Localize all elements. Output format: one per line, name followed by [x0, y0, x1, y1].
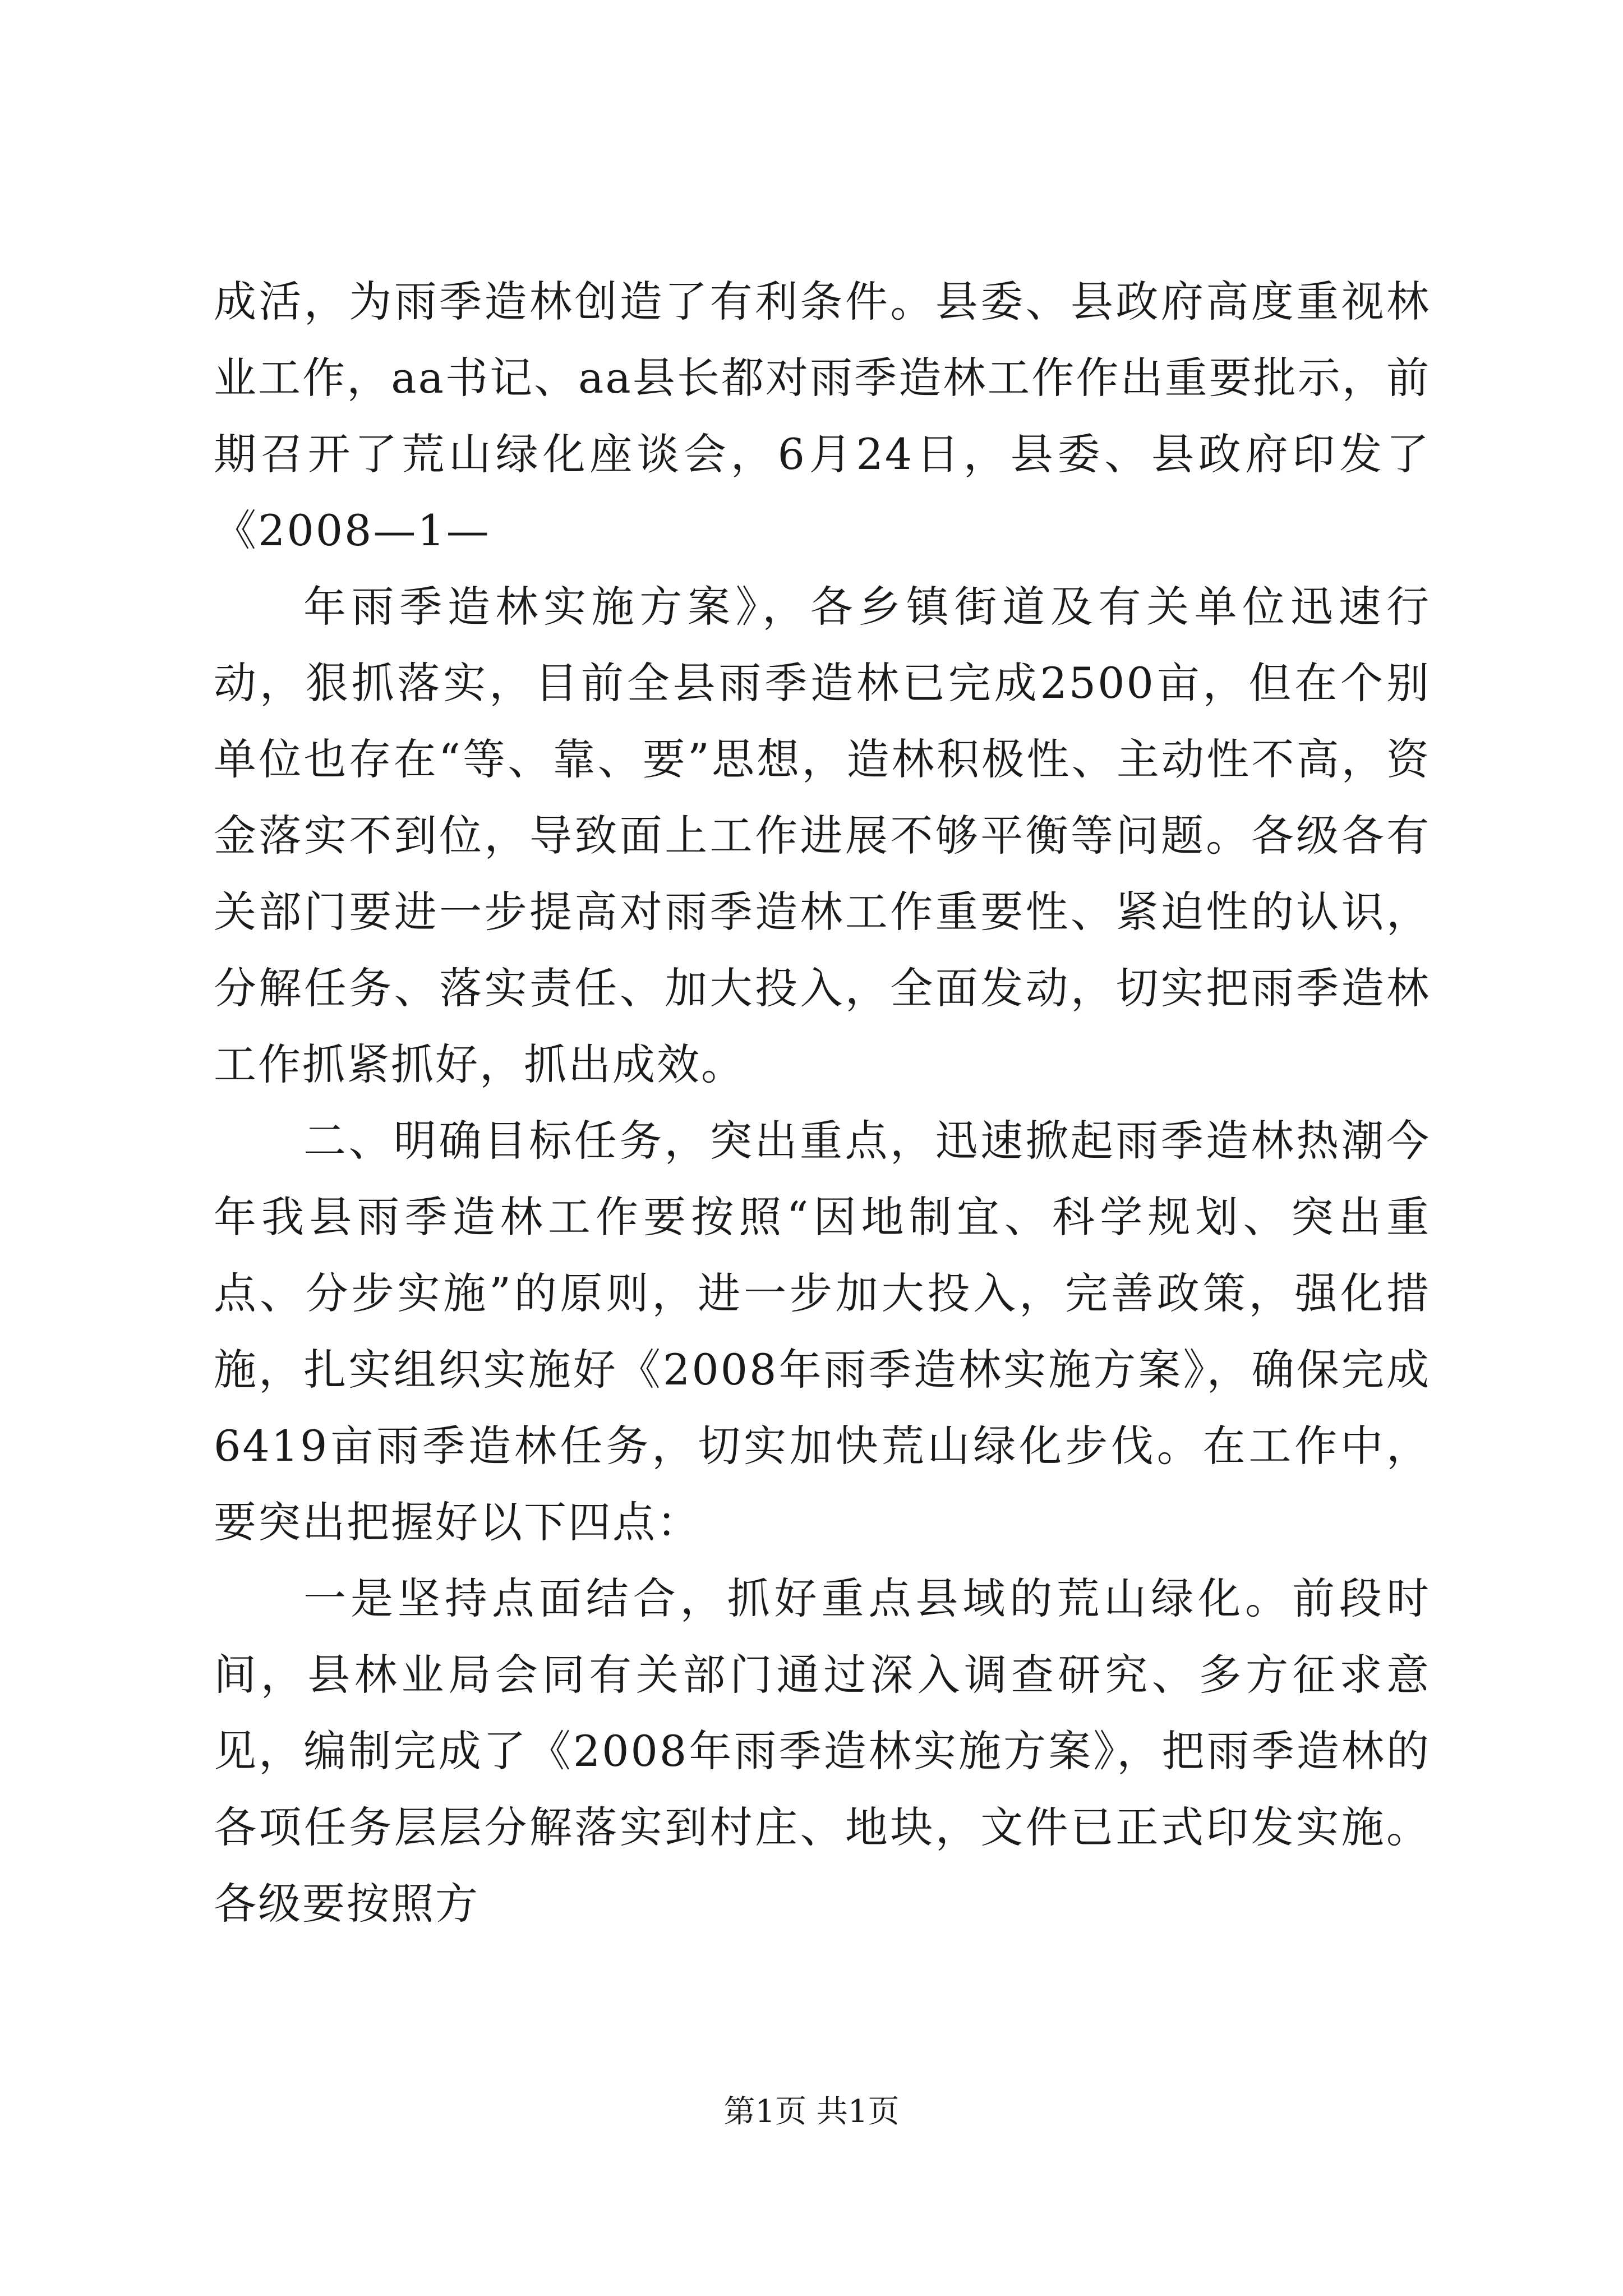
paragraph-section-two: 二、明确目标任务，突出重点，迅速掀起雨季造林热潮今年我县雨季造林工作要按照“因地制宜、科学规划、突出重点、分步实施”的原则，进一步加大投入，完善政策，强化措施，扎实组织实施好《2008年雨季造林实施方案》，确保完成6419亩雨季造林任务，切实加快荒山绿化步伐。在工作中，要突出把握好以下四点： — [214, 1116, 1431, 1547]
paragraph-point-one: 一是坚持点面结合，抓好重点县域的荒山绿化。前段时间，县林业局会同有关部门通过深入调查研究、多方征求意见，编制完成了《2008年雨季造林实施方案》，把雨季造林的各项任务层层分解落实到村庄、地块，文件已正式印发实施。各级要按照方 — [214, 1573, 1431, 1929]
paragraph: 年雨季造林实施方案》，各乡镇街道及有关单位迅速行动，狠抓落实，目前全县雨季造林已完成2500亩，但在个别单位也存在“等、靠、要”思想，造林积极性、主动性不高，资金落实不到位，导致面上工作进展不够平衡等问题。各级各有关部门要进一步提高对雨季造林工作重要性、紧迫性的认识，分解任务、落实责任、加大投入，全面发动，切实把雨季造林工作抓紧抓好，抓出成效。 — [214, 582, 1431, 1089]
paragraph-continued: 成活，为雨季造林创造了有利条件。县委、县政府高度重视林业工作，aa书记、aa县长都对雨季造林工作作出重要批示，前期召开了荒山绿化座谈会，6月24日，县委、县政府印发了《2008—1— — [214, 277, 1431, 555]
document-body — [214, 264, 1431, 1942]
page-footer: 第1页 共1页 — [723, 2093, 900, 2130]
